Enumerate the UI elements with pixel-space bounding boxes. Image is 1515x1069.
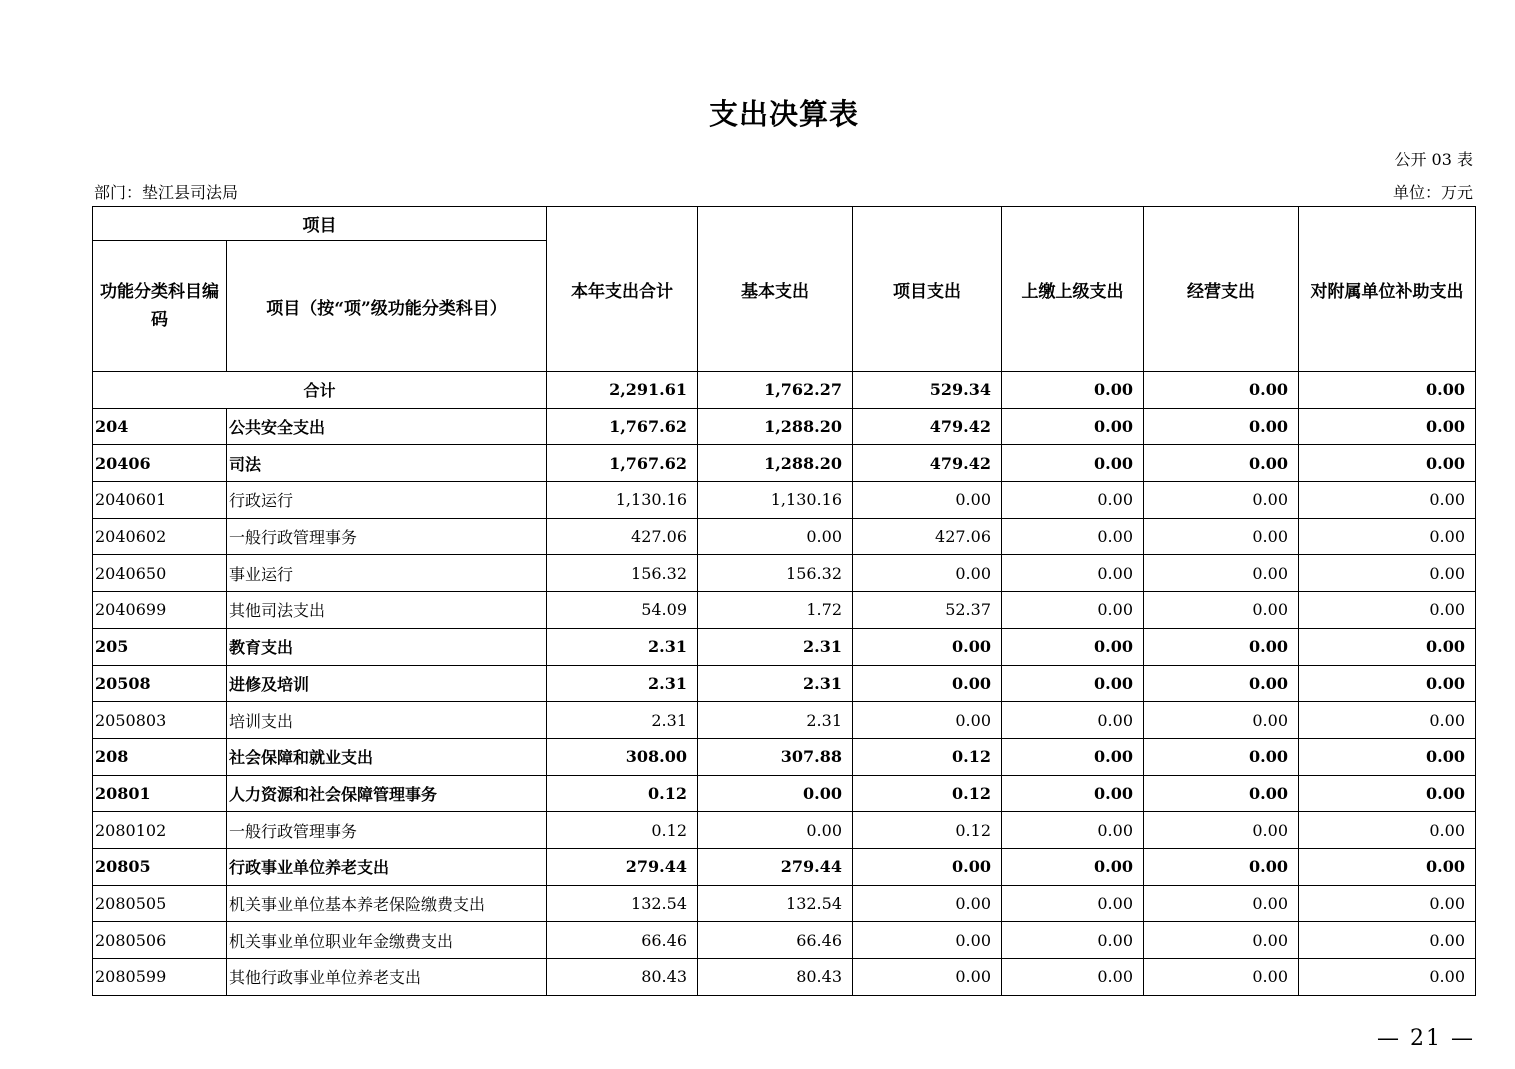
row-name: 其他司法支出	[227, 592, 547, 629]
row-value: 1.72	[698, 592, 853, 629]
row-value: 2.31	[547, 665, 698, 702]
header-project: 项目支出	[853, 207, 1002, 372]
table-row	[93, 812, 1476, 849]
row-value: 1,130.16	[547, 482, 698, 519]
row-name: 教育支出	[227, 628, 547, 665]
row-value: 66.46	[698, 922, 853, 959]
unit-label: 单位：万元	[1392, 183, 1473, 202]
row-value: 308.00	[547, 738, 698, 775]
row-value: 279.44	[698, 848, 853, 885]
table-row	[93, 959, 1476, 996]
row-name: 机关事业单位职业年金缴费支出	[227, 922, 547, 959]
table-row	[93, 775, 1476, 812]
row-value: 0.00	[1144, 959, 1299, 996]
row-value: 2.31	[547, 702, 698, 739]
row-name: 人力资源和社会保障管理事务	[227, 775, 547, 812]
row-value: 0.00	[1299, 848, 1476, 885]
row-name: 进修及培训	[227, 665, 547, 702]
total-row	[93, 372, 1476, 409]
table-row	[93, 555, 1476, 592]
row-value: 0.00	[853, 628, 1002, 665]
row-name: 行政运行	[227, 482, 547, 519]
row-value: 0.00	[1144, 482, 1299, 519]
row-value: 0.00	[1002, 702, 1144, 739]
row-code: 2080599	[93, 959, 227, 996]
row-value: 0.00	[1299, 628, 1476, 665]
row-value: 0.00	[1002, 665, 1144, 702]
row-value: 0.00	[1002, 408, 1144, 445]
row-name: 机关事业单位基本养老保险缴费支出	[227, 885, 547, 922]
row-value: 0.00	[1002, 555, 1144, 592]
table-row	[93, 445, 1476, 482]
row-value: 0.00	[1002, 445, 1144, 482]
row-value: 0.00	[1144, 628, 1299, 665]
row-value: 156.32	[547, 555, 698, 592]
row-value: 2.31	[698, 665, 853, 702]
row-value: 0.12	[547, 812, 698, 849]
row-value: 0.00	[1299, 702, 1476, 739]
row-value: 132.54	[547, 885, 698, 922]
row-code: 20508	[93, 665, 227, 702]
row-name: 其他行政事业单位养老支出	[227, 959, 547, 996]
row-value: 156.32	[698, 555, 853, 592]
row-value: 0.12	[853, 812, 1002, 849]
row-value: 1,288.20	[698, 408, 853, 445]
row-value: 0.00	[1144, 555, 1299, 592]
total-value: 0.00	[1299, 372, 1476, 409]
row-value: 0.00	[1002, 959, 1144, 996]
row-code: 204	[93, 408, 227, 445]
row-value: 0.00	[1002, 812, 1144, 849]
total-value: 2,291.61	[547, 372, 698, 409]
row-value: 0.00	[1002, 848, 1144, 885]
row-value: 0.00	[1002, 775, 1144, 812]
row-value: 427.06	[547, 518, 698, 555]
row-value: 0.00	[1299, 518, 1476, 555]
row-value: 1,130.16	[698, 482, 853, 519]
header-code: 功能分类科目编码	[93, 241, 227, 372]
total-value: 0.00	[1002, 372, 1144, 409]
row-value: 0.00	[853, 482, 1002, 519]
row-value: 0.00	[1299, 959, 1476, 996]
row-code: 20406	[93, 445, 227, 482]
row-value: 0.00	[1144, 922, 1299, 959]
header-business: 经营支出	[1144, 207, 1299, 372]
row-value: 132.54	[698, 885, 853, 922]
row-value: 0.00	[1299, 812, 1476, 849]
row-code: 20805	[93, 848, 227, 885]
row-code: 2040699	[93, 592, 227, 629]
row-value: 0.12	[853, 738, 1002, 775]
row-value: 0.00	[1299, 922, 1476, 959]
row-value: 0.00	[853, 959, 1002, 996]
row-value: 52.37	[853, 592, 1002, 629]
total-label: 合计	[93, 372, 547, 409]
row-value: 80.43	[547, 959, 698, 996]
row-value: 2.31	[547, 628, 698, 665]
department-label: 部门：垫江县司法局	[94, 183, 239, 202]
row-value: 0.00	[1002, 592, 1144, 629]
form-number: 公开 03 表	[1394, 150, 1473, 169]
row-value: 0.00	[1299, 445, 1476, 482]
row-value: 427.06	[853, 518, 1002, 555]
row-value: 0.00	[853, 702, 1002, 739]
row-value: 479.42	[853, 408, 1002, 445]
row-value: 0.00	[1144, 738, 1299, 775]
row-name: 社会保障和就业支出	[227, 738, 547, 775]
table-row	[93, 408, 1476, 445]
header-subsidy: 对附属单位补助支出	[1299, 207, 1476, 372]
row-value: 1,767.62	[547, 408, 698, 445]
row-value: 0.00	[1144, 812, 1299, 849]
total-value: 0.00	[1144, 372, 1299, 409]
page-title: 支出决算表	[708, 97, 859, 131]
row-value: 0.00	[1299, 592, 1476, 629]
row-name: 公共安全支出	[227, 408, 547, 445]
table-row	[93, 848, 1476, 885]
row-value: 1,288.20	[698, 445, 853, 482]
row-value: 2.31	[698, 702, 853, 739]
row-value: 0.00	[1144, 775, 1299, 812]
row-value: 0.00	[1002, 518, 1144, 555]
row-value: 0.12	[853, 775, 1002, 812]
row-code: 20801	[93, 775, 227, 812]
header-basic: 基本支出	[698, 207, 853, 372]
total-value: 1,762.27	[698, 372, 853, 409]
row-name: 行政事业单位养老支出	[227, 848, 547, 885]
row-name: 一般行政管理事务	[227, 518, 547, 555]
row-value: 479.42	[853, 445, 1002, 482]
table-row	[93, 518, 1476, 555]
row-value: 0.00	[1299, 482, 1476, 519]
table-row	[93, 628, 1476, 665]
row-code: 2040601	[93, 482, 227, 519]
row-value: 307.88	[698, 738, 853, 775]
row-value: 0.00	[698, 775, 853, 812]
header-total: 本年支出合计	[547, 207, 698, 372]
row-code: 2080505	[93, 885, 227, 922]
row-value: 0.00	[1002, 738, 1144, 775]
row-value: 0.00	[1144, 665, 1299, 702]
row-value: 0.00	[1144, 885, 1299, 922]
table-row	[93, 738, 1476, 775]
row-code: 2040602	[93, 518, 227, 555]
row-name: 司法	[227, 445, 547, 482]
row-code: 205	[93, 628, 227, 665]
table-row	[93, 482, 1476, 519]
row-code: 2080102	[93, 812, 227, 849]
expenditure-table	[92, 206, 1476, 996]
row-value: 66.46	[547, 922, 698, 959]
row-value: 0.00	[1002, 482, 1144, 519]
page-number: — 21 —	[1377, 1026, 1475, 1051]
row-value: 0.00	[1299, 408, 1476, 445]
total-value: 529.34	[853, 372, 1002, 409]
row-value: 0.00	[853, 848, 1002, 885]
row-name: 事业运行	[227, 555, 547, 592]
table-row	[93, 665, 1476, 702]
row-value: 0.00	[853, 665, 1002, 702]
header-item: 项目	[93, 207, 547, 241]
row-value: 0.00	[1002, 885, 1144, 922]
row-value: 2.31	[698, 628, 853, 665]
row-value: 0.00	[1144, 848, 1299, 885]
row-value: 0.00	[1144, 518, 1299, 555]
row-value: 0.00	[1299, 665, 1476, 702]
row-value: 80.43	[698, 959, 853, 996]
table-row	[93, 702, 1476, 739]
table-row	[93, 922, 1476, 959]
row-name: 培训支出	[227, 702, 547, 739]
row-value: 0.00	[853, 555, 1002, 592]
header-upper: 上缴上级支出	[1002, 207, 1144, 372]
row-value: 0.00	[1299, 555, 1476, 592]
row-value: 279.44	[547, 848, 698, 885]
row-code: 2080506	[93, 922, 227, 959]
row-value: 0.00	[853, 885, 1002, 922]
row-value: 0.00	[1002, 922, 1144, 959]
row-value: 0.00	[853, 922, 1002, 959]
table-row	[93, 592, 1476, 629]
row-value: 0.00	[1299, 775, 1476, 812]
row-value: 54.09	[547, 592, 698, 629]
row-value: 0.00	[1002, 628, 1144, 665]
row-value: 0.00	[1299, 738, 1476, 775]
row-name: 一般行政管理事务	[227, 812, 547, 849]
row-value: 0.00	[1144, 592, 1299, 629]
row-value: 0.00	[1144, 408, 1299, 445]
row-value: 0.00	[698, 518, 853, 555]
header-name: 项目（按“项”级功能分类科目）	[227, 241, 547, 372]
table-row	[93, 885, 1476, 922]
row-value: 0.00	[1299, 885, 1476, 922]
row-value: 1,767.62	[547, 445, 698, 482]
row-value: 0.00	[698, 812, 853, 849]
row-value: 0.00	[1144, 702, 1299, 739]
row-value: 0.12	[547, 775, 698, 812]
row-value: 0.00	[1144, 445, 1299, 482]
row-code: 2050803	[93, 702, 227, 739]
row-code: 2040650	[93, 555, 227, 592]
row-code: 208	[93, 738, 227, 775]
